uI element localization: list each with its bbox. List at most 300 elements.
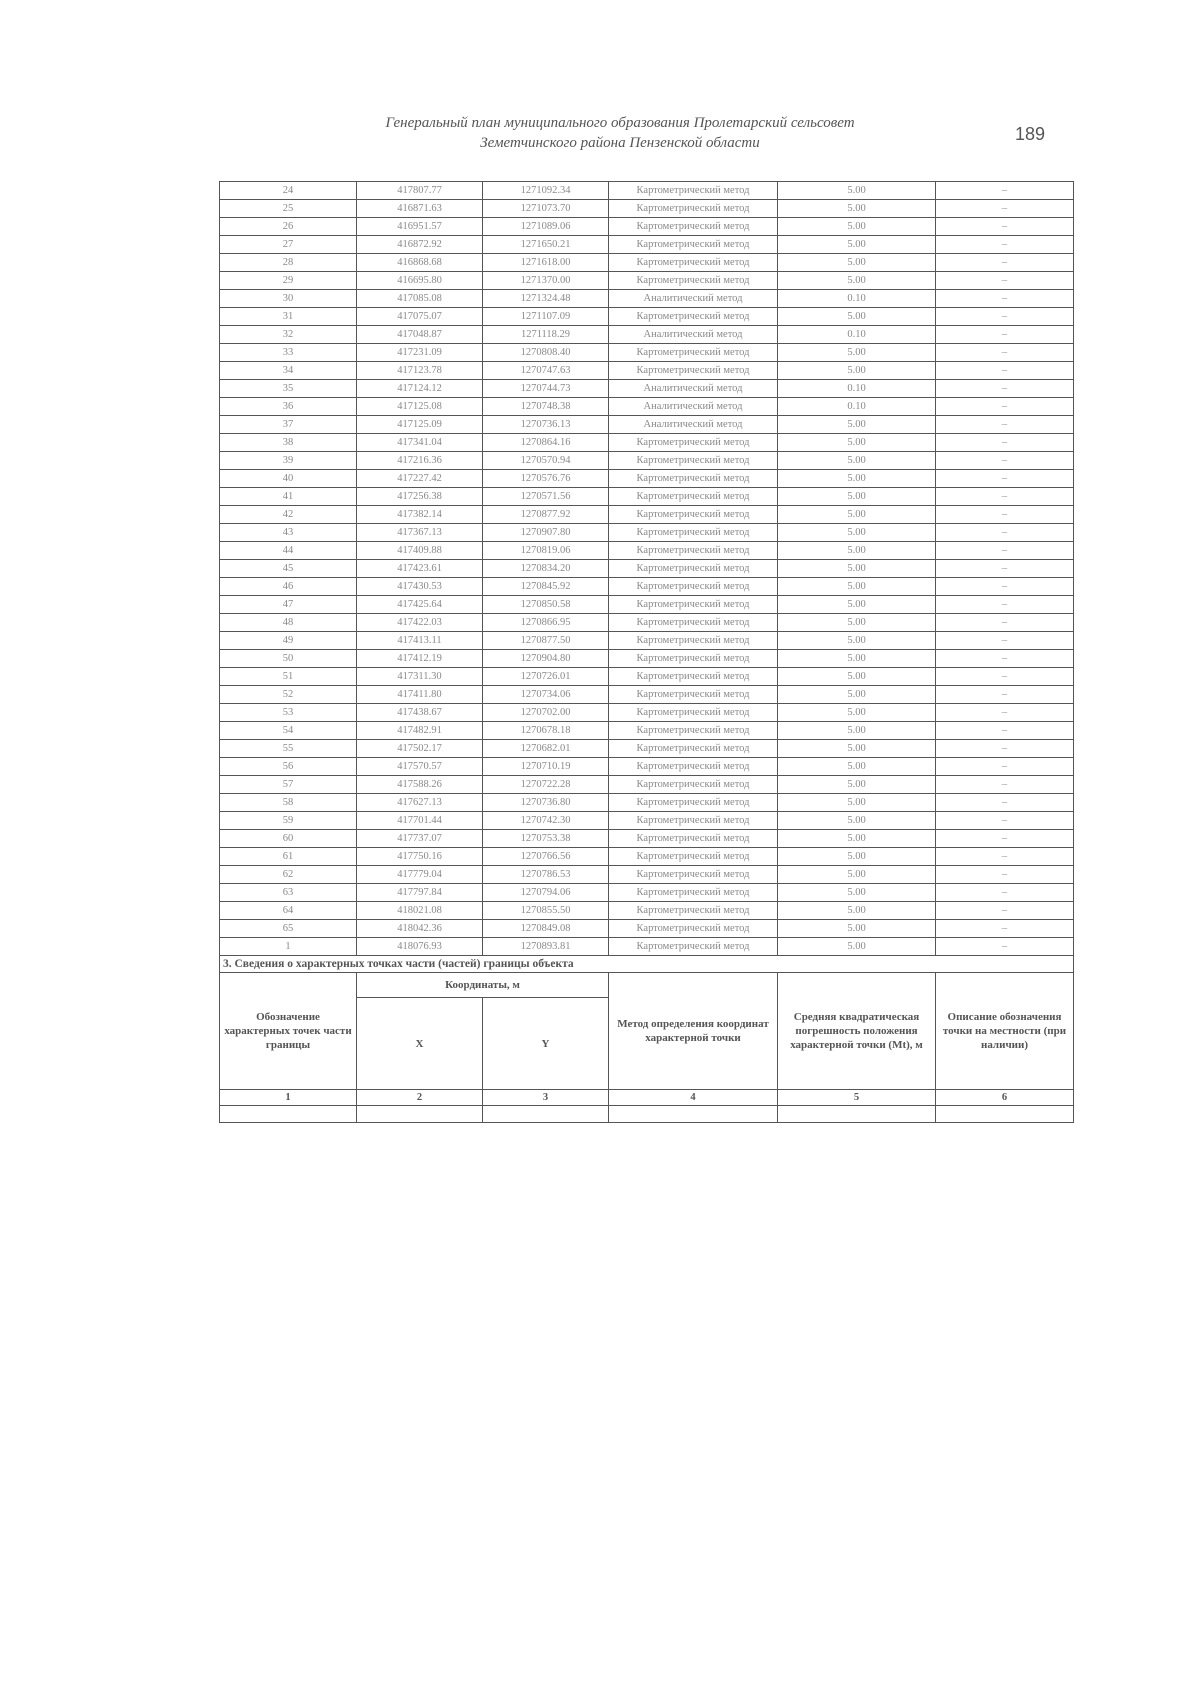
method-cell: Картометрический метод	[609, 722, 778, 740]
table-row	[220, 560, 1074, 578]
y-coordinate-cell: 1270845.92	[483, 578, 609, 596]
accuracy-cell: 5.00	[778, 632, 936, 650]
table-row	[220, 452, 1074, 470]
x-coordinate-cell: 417382.14	[357, 506, 483, 524]
method-cell: Картометрический метод	[609, 308, 778, 326]
y-coordinate-cell: 1271370.00	[483, 272, 609, 290]
accuracy-cell: 5.00	[778, 200, 936, 218]
point-number-cell: 58	[220, 794, 357, 812]
col-header-y: Y	[483, 998, 609, 1090]
method-cell: Картометрический метод	[609, 668, 778, 686]
x-coordinate-cell: 417048.87	[357, 326, 483, 344]
accuracy-cell: 0.10	[778, 326, 936, 344]
table-row	[220, 542, 1074, 560]
description-cell: –	[936, 254, 1074, 272]
y-coordinate-cell: 1271324.48	[483, 290, 609, 308]
accuracy-cell: 5.00	[778, 920, 936, 938]
table-row	[220, 722, 1074, 740]
method-cell: Картометрический метод	[609, 272, 778, 290]
x-coordinate-cell: 418021.08	[357, 902, 483, 920]
col-header-description: Описание обозначения точки на местности (при наличии)	[936, 973, 1074, 1090]
description-cell: –	[936, 524, 1074, 542]
y-coordinate-cell: 1270834.20	[483, 560, 609, 578]
x-coordinate-cell: 417423.61	[357, 560, 483, 578]
point-number-cell: 56	[220, 758, 357, 776]
x-coordinate-cell: 417227.42	[357, 470, 483, 488]
y-coordinate-cell: 1270678.18	[483, 722, 609, 740]
method-cell: Картометрический метод	[609, 758, 778, 776]
x-coordinate-cell: 417430.53	[357, 578, 483, 596]
x-coordinate-cell: 417125.08	[357, 398, 483, 416]
accuracy-cell: 5.00	[778, 650, 936, 668]
x-coordinate-cell: 417216.36	[357, 452, 483, 470]
point-number-cell: 35	[220, 380, 357, 398]
point-number-cell: 47	[220, 596, 357, 614]
point-number-cell: 57	[220, 776, 357, 794]
method-cell: Аналитический метод	[609, 290, 778, 308]
table-row	[220, 524, 1074, 542]
y-coordinate-cell: 1270866.95	[483, 614, 609, 632]
method-cell: Картометрический метод	[609, 560, 778, 578]
accuracy-cell: 5.00	[778, 794, 936, 812]
method-cell: Картометрический метод	[609, 344, 778, 362]
section-3-block	[220, 956, 1074, 1123]
x-coordinate-cell: 417482.91	[357, 722, 483, 740]
x-coordinate-cell: 417737.07	[357, 830, 483, 848]
description-cell: –	[936, 560, 1074, 578]
accuracy-cell: 5.00	[778, 506, 936, 524]
column-numbers-row	[220, 1090, 1074, 1106]
method-cell: Картометрический метод	[609, 650, 778, 668]
table-row	[220, 218, 1074, 236]
x-coordinate-cell: 417570.57	[357, 758, 483, 776]
description-cell: –	[936, 326, 1074, 344]
table-row	[220, 506, 1074, 524]
y-coordinate-cell: 1270748.38	[483, 398, 609, 416]
point-number-cell: 37	[220, 416, 357, 434]
method-cell: Картометрический метод	[609, 578, 778, 596]
table-row	[220, 686, 1074, 704]
header-line-2: Земетчинского района Пензенской области	[480, 135, 760, 151]
x-coordinate-cell: 416951.57	[357, 218, 483, 236]
method-cell: Аналитический метод	[609, 416, 778, 434]
description-cell: –	[936, 722, 1074, 740]
y-coordinate-cell: 1270893.81	[483, 938, 609, 956]
section-3-title-row	[220, 956, 1074, 973]
point-number-cell: 53	[220, 704, 357, 722]
x-coordinate-cell: 417412.19	[357, 650, 483, 668]
table-row	[220, 596, 1074, 614]
point-number-cell: 46	[220, 578, 357, 596]
description-cell: –	[936, 416, 1074, 434]
col-header-accuracy: Средняя квадратическая погрешность положения характерной точки (Mt), м	[778, 973, 936, 1090]
accuracy-cell: 5.00	[778, 776, 936, 794]
table-row	[220, 272, 1074, 290]
accuracy-cell: 5.00	[778, 938, 936, 956]
x-coordinate-cell: 417750.16	[357, 848, 483, 866]
column-number: 3	[483, 1090, 609, 1106]
accuracy-cell: 0.10	[778, 398, 936, 416]
table-row	[220, 398, 1074, 416]
y-coordinate-cell: 1271618.00	[483, 254, 609, 272]
method-cell: Картометрический метод	[609, 362, 778, 380]
y-coordinate-cell: 1270850.58	[483, 596, 609, 614]
point-number-cell: 45	[220, 560, 357, 578]
description-cell: –	[936, 470, 1074, 488]
description-cell: –	[936, 272, 1074, 290]
y-coordinate-cell: 1270570.94	[483, 452, 609, 470]
table-row	[220, 290, 1074, 308]
description-cell: –	[936, 290, 1074, 308]
point-number-cell: 61	[220, 848, 357, 866]
method-cell: Картометрический метод	[609, 254, 778, 272]
method-cell: Картометрический метод	[609, 542, 778, 560]
y-coordinate-cell: 1270722.28	[483, 776, 609, 794]
method-cell: Картометрический метод	[609, 884, 778, 902]
point-number-cell: 41	[220, 488, 357, 506]
point-number-cell: 64	[220, 902, 357, 920]
accuracy-cell: 5.00	[778, 452, 936, 470]
method-cell: Картометрический метод	[609, 488, 778, 506]
accuracy-cell: 5.00	[778, 758, 936, 776]
y-coordinate-cell: 1270877.92	[483, 506, 609, 524]
x-coordinate-cell: 417779.04	[357, 866, 483, 884]
accuracy-cell: 5.00	[778, 902, 936, 920]
y-coordinate-cell: 1270794.06	[483, 884, 609, 902]
description-cell: –	[936, 218, 1074, 236]
method-cell: Картометрический метод	[609, 452, 778, 470]
description-cell: –	[936, 938, 1074, 956]
description-cell: –	[936, 452, 1074, 470]
empty-cell	[483, 1106, 609, 1123]
column-number: 2	[357, 1090, 483, 1106]
empty-cell	[778, 1106, 936, 1123]
y-coordinate-cell: 1270877.50	[483, 632, 609, 650]
accuracy-cell: 5.00	[778, 218, 936, 236]
method-cell: Картометрический метод	[609, 848, 778, 866]
x-coordinate-cell: 417807.77	[357, 182, 483, 200]
empty-cell	[936, 1106, 1074, 1123]
accuracy-cell: 5.00	[778, 470, 936, 488]
description-cell: –	[936, 866, 1074, 884]
method-cell: Картометрический метод	[609, 776, 778, 794]
table-row	[220, 866, 1074, 884]
y-coordinate-cell: 1270744.73	[483, 380, 609, 398]
table-row	[220, 920, 1074, 938]
table-row	[220, 182, 1074, 200]
x-coordinate-cell: 417701.44	[357, 812, 483, 830]
point-number-cell: 1	[220, 938, 357, 956]
description-cell: –	[936, 758, 1074, 776]
accuracy-cell: 5.00	[778, 740, 936, 758]
accuracy-cell: 5.00	[778, 830, 936, 848]
description-cell: –	[936, 380, 1074, 398]
method-cell: Картометрический метод	[609, 740, 778, 758]
table-row	[220, 812, 1074, 830]
method-cell: Картометрический метод	[609, 218, 778, 236]
column-number: 5	[778, 1090, 936, 1106]
accuracy-cell: 5.00	[778, 362, 936, 380]
table-row	[220, 758, 1074, 776]
y-coordinate-cell: 1271073.70	[483, 200, 609, 218]
table-row	[220, 668, 1074, 686]
point-number-cell: 24	[220, 182, 357, 200]
description-cell: –	[936, 236, 1074, 254]
y-coordinate-cell: 1270786.53	[483, 866, 609, 884]
x-coordinate-cell: 417123.78	[357, 362, 483, 380]
accuracy-cell: 5.00	[778, 884, 936, 902]
point-number-cell: 36	[220, 398, 357, 416]
y-coordinate-cell: 1270710.19	[483, 758, 609, 776]
x-coordinate-cell: 417341.04	[357, 434, 483, 452]
x-coordinate-cell: 416872.92	[357, 236, 483, 254]
accuracy-cell: 5.00	[778, 596, 936, 614]
table-row	[220, 830, 1074, 848]
section-3-header-row	[220, 973, 1074, 998]
accuracy-cell: 5.00	[778, 434, 936, 452]
page-number: 189	[1015, 124, 1046, 144]
method-cell: Картометрический метод	[609, 470, 778, 488]
x-coordinate-cell: 417627.13	[357, 794, 483, 812]
description-cell: –	[936, 776, 1074, 794]
description-cell: –	[936, 200, 1074, 218]
point-number-cell: 52	[220, 686, 357, 704]
y-coordinate-cell: 1271107.09	[483, 308, 609, 326]
accuracy-cell: 5.00	[778, 560, 936, 578]
table-row	[220, 578, 1074, 596]
point-number-cell: 65	[220, 920, 357, 938]
method-cell: Картометрический метод	[609, 902, 778, 920]
method-cell: Картометрический метод	[609, 866, 778, 884]
accuracy-cell: 5.00	[778, 524, 936, 542]
x-coordinate-cell: 417256.38	[357, 488, 483, 506]
accuracy-cell: 5.00	[778, 182, 936, 200]
y-coordinate-cell: 1270734.06	[483, 686, 609, 704]
point-number-cell: 40	[220, 470, 357, 488]
method-cell: Картометрический метод	[609, 686, 778, 704]
y-coordinate-cell: 1270702.00	[483, 704, 609, 722]
table-row	[220, 848, 1074, 866]
accuracy-cell: 5.00	[778, 704, 936, 722]
method-cell: Картометрический метод	[609, 200, 778, 218]
description-cell: –	[936, 920, 1074, 938]
accuracy-cell: 5.00	[778, 668, 936, 686]
table-row	[220, 632, 1074, 650]
point-number-cell: 50	[220, 650, 357, 668]
table-row	[220, 488, 1074, 506]
description-cell: –	[936, 632, 1074, 650]
point-number-cell: 32	[220, 326, 357, 344]
point-number-cell: 33	[220, 344, 357, 362]
x-coordinate-cell: 417125.09	[357, 416, 483, 434]
point-number-cell: 38	[220, 434, 357, 452]
method-cell: Аналитический метод	[609, 326, 778, 344]
point-number-cell: 60	[220, 830, 357, 848]
table-row	[220, 416, 1074, 434]
method-cell: Картометрический метод	[609, 182, 778, 200]
x-coordinate-cell: 418042.36	[357, 920, 483, 938]
method-cell: Аналитический метод	[609, 380, 778, 398]
description-cell: –	[936, 434, 1074, 452]
x-coordinate-cell: 417311.30	[357, 668, 483, 686]
y-coordinate-cell: 1270742.30	[483, 812, 609, 830]
x-coordinate-cell: 417075.07	[357, 308, 483, 326]
table-row	[220, 308, 1074, 326]
accuracy-cell: 5.00	[778, 578, 936, 596]
method-cell: Картометрический метод	[609, 524, 778, 542]
column-number: 1	[220, 1090, 357, 1106]
y-coordinate-cell: 1270766.56	[483, 848, 609, 866]
y-coordinate-cell: 1271650.21	[483, 236, 609, 254]
table-row	[220, 776, 1074, 794]
y-coordinate-cell: 1270576.76	[483, 470, 609, 488]
y-coordinate-cell: 1270571.56	[483, 488, 609, 506]
x-coordinate-cell: 417409.88	[357, 542, 483, 560]
point-number-cell: 49	[220, 632, 357, 650]
section-3-title: 3. Сведения о характерных точках части (частей) границы объекта	[220, 956, 1074, 973]
description-cell: –	[936, 650, 1074, 668]
accuracy-cell: 5.00	[778, 272, 936, 290]
point-number-cell: 27	[220, 236, 357, 254]
x-coordinate-cell: 417425.64	[357, 596, 483, 614]
point-number-cell: 62	[220, 866, 357, 884]
point-number-cell: 43	[220, 524, 357, 542]
y-coordinate-cell: 1270904.80	[483, 650, 609, 668]
description-cell: –	[936, 794, 1074, 812]
accuracy-cell: 5.00	[778, 722, 936, 740]
method-cell: Картометрический метод	[609, 506, 778, 524]
x-coordinate-cell: 417231.09	[357, 344, 483, 362]
table-row	[220, 470, 1074, 488]
description-cell: –	[936, 902, 1074, 920]
table-row	[220, 254, 1074, 272]
description-cell: –	[936, 182, 1074, 200]
accuracy-cell: 5.00	[778, 254, 936, 272]
table-row	[220, 614, 1074, 632]
accuracy-cell: 5.00	[778, 542, 936, 560]
accuracy-cell: 0.10	[778, 380, 936, 398]
description-cell: –	[936, 362, 1074, 380]
point-number-cell: 34	[220, 362, 357, 380]
table-row	[220, 794, 1074, 812]
point-number-cell: 26	[220, 218, 357, 236]
point-number-cell: 51	[220, 668, 357, 686]
empty-row	[220, 1106, 1074, 1123]
x-coordinate-cell: 417797.84	[357, 884, 483, 902]
point-number-cell: 63	[220, 884, 357, 902]
y-coordinate-cell: 1270726.01	[483, 668, 609, 686]
column-number: 4	[609, 1090, 778, 1106]
col-header-method: Метод определения координат характерной точки	[609, 973, 778, 1090]
page-header	[300, 113, 940, 153]
y-coordinate-cell: 1270747.63	[483, 362, 609, 380]
x-coordinate-cell: 416695.80	[357, 272, 483, 290]
y-coordinate-cell: 1270736.80	[483, 794, 609, 812]
method-cell: Картометрический метод	[609, 812, 778, 830]
table-row	[220, 434, 1074, 452]
accuracy-cell: 0.10	[778, 290, 936, 308]
description-cell: –	[936, 704, 1074, 722]
y-coordinate-cell: 1270808.40	[483, 344, 609, 362]
table-row	[220, 326, 1074, 344]
point-number-cell: 48	[220, 614, 357, 632]
description-cell: –	[936, 488, 1074, 506]
table-row	[220, 902, 1074, 920]
description-cell: –	[936, 830, 1074, 848]
x-coordinate-cell: 416868.68	[357, 254, 483, 272]
x-coordinate-cell: 417413.11	[357, 632, 483, 650]
description-cell: –	[936, 812, 1074, 830]
method-cell: Картометрический метод	[609, 920, 778, 938]
empty-cell	[609, 1106, 778, 1123]
method-cell: Аналитический метод	[609, 398, 778, 416]
col-header-x: X	[357, 998, 483, 1090]
point-number-cell: 44	[220, 542, 357, 560]
description-cell: –	[936, 344, 1074, 362]
method-cell: Картометрический метод	[609, 236, 778, 254]
description-cell: –	[936, 596, 1074, 614]
point-number-cell: 39	[220, 452, 357, 470]
point-number-cell: 59	[220, 812, 357, 830]
description-cell: –	[936, 740, 1074, 758]
point-number-cell: 55	[220, 740, 357, 758]
point-number-cell: 28	[220, 254, 357, 272]
method-cell: Картометрический метод	[609, 614, 778, 632]
description-cell: –	[936, 542, 1074, 560]
method-cell: Картометрический метод	[609, 632, 778, 650]
point-number-cell: 25	[220, 200, 357, 218]
table-row	[220, 344, 1074, 362]
x-coordinate-cell: 417124.12	[357, 380, 483, 398]
method-cell: Картометрический метод	[609, 434, 778, 452]
empty-cell	[220, 1106, 357, 1123]
y-coordinate-cell: 1270819.06	[483, 542, 609, 560]
table-row	[220, 938, 1074, 956]
table-row	[220, 236, 1074, 254]
x-coordinate-cell: 417422.03	[357, 614, 483, 632]
description-cell: –	[936, 398, 1074, 416]
x-coordinate-cell: 417588.26	[357, 776, 483, 794]
point-number-cell: 29	[220, 272, 357, 290]
method-cell: Картометрический метод	[609, 938, 778, 956]
accuracy-cell: 5.00	[778, 488, 936, 506]
y-coordinate-cell: 1270736.13	[483, 416, 609, 434]
accuracy-cell: 5.00	[778, 866, 936, 884]
table-row	[220, 740, 1074, 758]
col-header-coordinates: Координаты, м	[357, 973, 609, 998]
method-cell: Картометрический метод	[609, 830, 778, 848]
accuracy-cell: 5.00	[778, 236, 936, 254]
description-cell: –	[936, 668, 1074, 686]
points-table-body	[220, 182, 1074, 956]
description-cell: –	[936, 884, 1074, 902]
description-cell: –	[936, 614, 1074, 632]
description-cell: –	[936, 308, 1074, 326]
table-row	[220, 884, 1074, 902]
x-coordinate-cell: 417411.80	[357, 686, 483, 704]
method-cell: Картометрический метод	[609, 794, 778, 812]
description-cell: –	[936, 686, 1074, 704]
x-coordinate-cell: 417085.08	[357, 290, 483, 308]
y-coordinate-cell: 1271118.29	[483, 326, 609, 344]
point-number-cell: 31	[220, 308, 357, 326]
accuracy-cell: 5.00	[778, 344, 936, 362]
table-row	[220, 362, 1074, 380]
y-coordinate-cell: 1270849.08	[483, 920, 609, 938]
boundary-points-table	[219, 181, 1074, 1123]
point-number-cell: 42	[220, 506, 357, 524]
x-coordinate-cell: 417502.17	[357, 740, 483, 758]
